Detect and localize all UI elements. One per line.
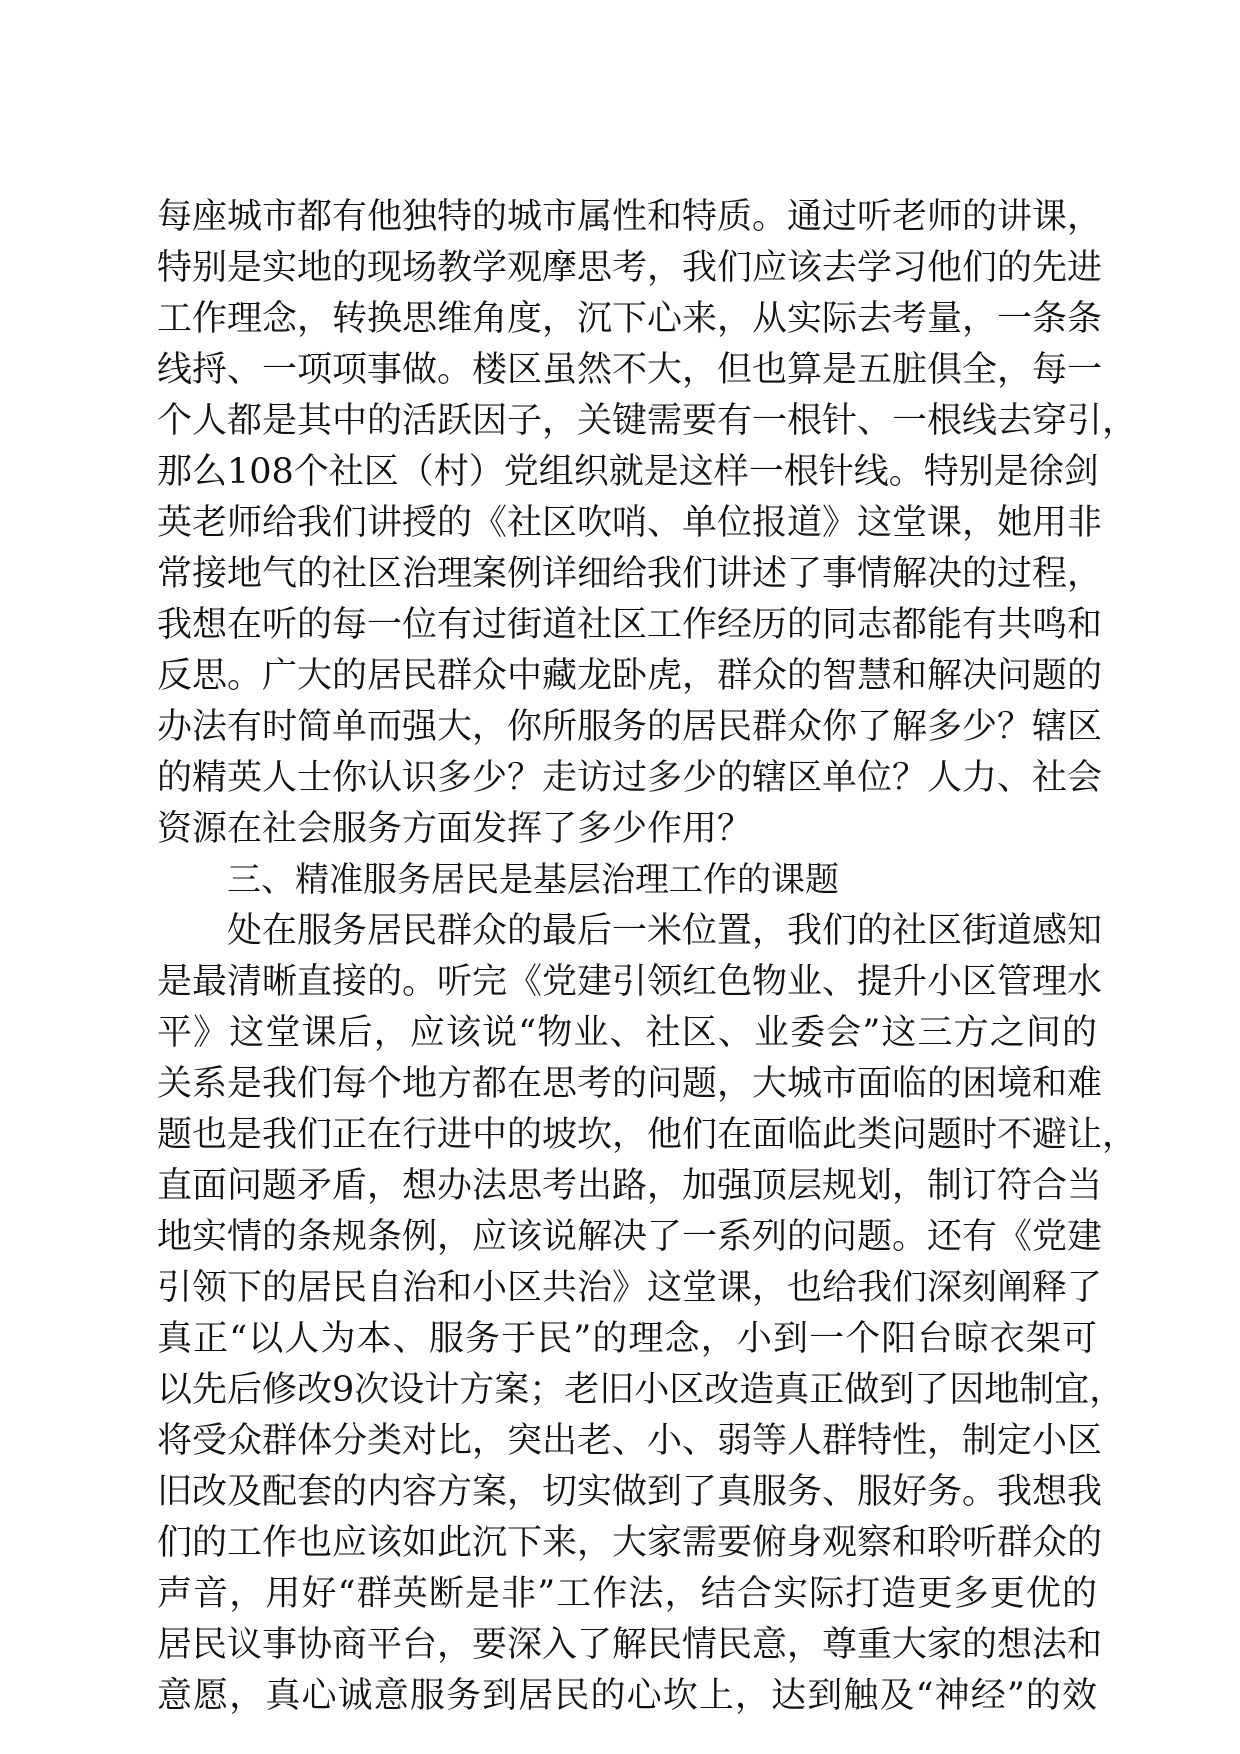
paragraph-line: 声音，用好“群英断是非”工作法，结合实际打造更多更优的 <box>157 1574 1097 1614</box>
paragraph-line: 地实情的条规条例，应该说解决了一系列的问题。还有《党建 <box>157 1217 1103 1257</box>
paragraph-line: 常接地气的社区治理案例详细给我们讲述了事情解决的过程， <box>157 554 1103 594</box>
paragraph-line: 题也是我们正在行进中的坡坎，他们在面临此类问题时不避让， <box>157 1115 1138 1155</box>
paragraph-line: 居民议事协商平台，要深入了解民情民意，尊重大家的想法和 <box>157 1625 1103 1665</box>
paragraph-line: 资源在社会服务方面发挥了多少作用？ <box>157 809 753 849</box>
paragraph-line: 的精英人士你认识多少？走访过多少的辖区单位？人力、社会 <box>157 758 1103 798</box>
paragraph-line: 以先后修改9次设计方案；老旧小区改造真正做到了因地制宜， <box>157 1370 1125 1410</box>
section-heading: 三、精准服务居民是基层治理工作的课题 <box>227 860 839 900</box>
paragraph-line: 那么108个社区（村）党组织就是这样一根针线。特别是徐剑 <box>157 452 1099 492</box>
paragraph-line: 每座城市都有他独特的城市属性和特质。通过听老师的讲课， <box>157 197 1103 237</box>
paragraph-line: 反思。广大的居民群众中藏龙卧虎，群众的智慧和解决问题的 <box>157 656 1103 696</box>
paragraph-line: 关系是我们每个地方都在思考的问题，大城市面临的困境和难 <box>157 1064 1103 1104</box>
paragraph-line: 旧改及配套的内容方案，切实做到了真服务、服好务。我想我 <box>157 1472 1103 1512</box>
paragraph-line: 们的工作也应该如此沉下来，大家需要俯身观察和聆听群众的 <box>157 1523 1103 1563</box>
paragraph-line: 平》这堂课后，应该说“物业、社区、业委会”这三方之间的 <box>157 1013 1097 1053</box>
paragraph-line: 个人都是其中的活跃因子，关键需要有一根针、一根线去穿引， <box>157 401 1138 441</box>
paragraph-line: 是最清晰直接的。听完《党建引领红色物业、提升小区管理水 <box>157 962 1103 1002</box>
paragraph-line: 真正“以人为本、服务于民”的理念，小到一个阳台晾衣架可 <box>157 1319 1097 1359</box>
paragraph-line: 处在服务居民群众的最后一米位置，我们的社区街道感知 <box>227 911 1103 951</box>
paragraph-line: 工作理念，转换思维角度，沉下心来，从实际去考量，一条条 <box>157 299 1103 339</box>
paragraph-line: 特别是实地的现场教学观摩思考，我们应该去学习他们的先进 <box>157 248 1103 288</box>
paragraph-line: 办法有时简单而强大，你所服务的居民群众你了解多少？辖区 <box>157 707 1103 747</box>
paragraph-line: 直面问题矛盾，想办法思考出路，加强顶层规划，制订符合当 <box>157 1166 1103 1206</box>
paragraph-line: 英老师给我们讲授的《社区吹哨、单位报道》这堂课，她用非 <box>157 503 1103 543</box>
paragraph-line: 我想在听的每一位有过街道社区工作经历的同志都能有共鸣和 <box>157 605 1103 645</box>
paragraph-line: 意愿，真心诚意服务到居民的心坎上，达到触及“神经”的效 <box>157 1676 1097 1716</box>
paragraph-line: 线捋、一项项事做。楼区虽然不大，但也算是五脏俱全，每一 <box>157 350 1103 390</box>
paragraph-line: 引领下的居民自治和小区共治》这堂课，也给我们深刻阐释了 <box>157 1268 1103 1308</box>
paragraph-line: 将受众群体分类对比，突出老、小、弱等人群特性，制定小区 <box>157 1421 1103 1461</box>
